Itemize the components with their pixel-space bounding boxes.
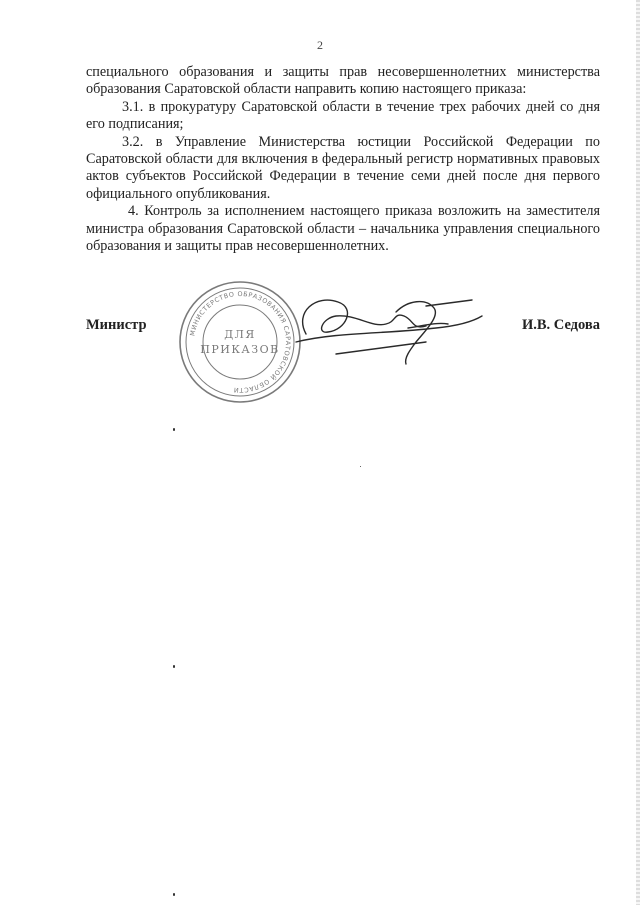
stamp-center-ring <box>203 305 277 379</box>
scan-speck <box>173 665 175 668</box>
paragraph-3-2: 3.2. в Управление Министерства юстиции Российской Федерации по Саратовской области для включения в федеральный регистр нормативных правовых актов субъектов Российской Федерации в течение семи дней после дня первого официального опубликования. <box>86 133 600 202</box>
signer-name: И.В. Седова <box>521 317 600 333</box>
stamp-outer-text: МИНИСТЕРСТВО ОБРАЗОВАНИЯ САРАТОВСКОЙ ОБЛАСТИ <box>188 289 293 395</box>
document-body <box>86 64 600 255</box>
page-number: 2 <box>317 38 323 52</box>
scan-speck <box>173 893 175 896</box>
stamp-center-line-1: ДЛЯ <box>224 328 256 341</box>
paragraph-3-1: 3.1. в прокуратуру Саратовской области в течение трех рабочих дней со дня его подписания; <box>86 98 600 133</box>
signer-title: Министр <box>86 317 147 333</box>
paragraph-continuation: специального образования и защиты прав несовершеннолетних министерства образования Саратовской области направить копию настоящего приказа: <box>86 64 600 98</box>
scan-speck <box>360 466 361 467</box>
scan-speck <box>173 428 175 431</box>
handwritten-signature <box>276 272 496 382</box>
scan-edge <box>636 0 640 905</box>
stamp-center-line-2: ПРИКАЗОВ <box>200 343 280 356</box>
paragraph-4: 4. Контроль за исполнением настоящего приказа возложить на заместителя министра образования Саратовской области – начальника управления специального образования и защиты прав несовершеннолетних. <box>86 203 600 255</box>
